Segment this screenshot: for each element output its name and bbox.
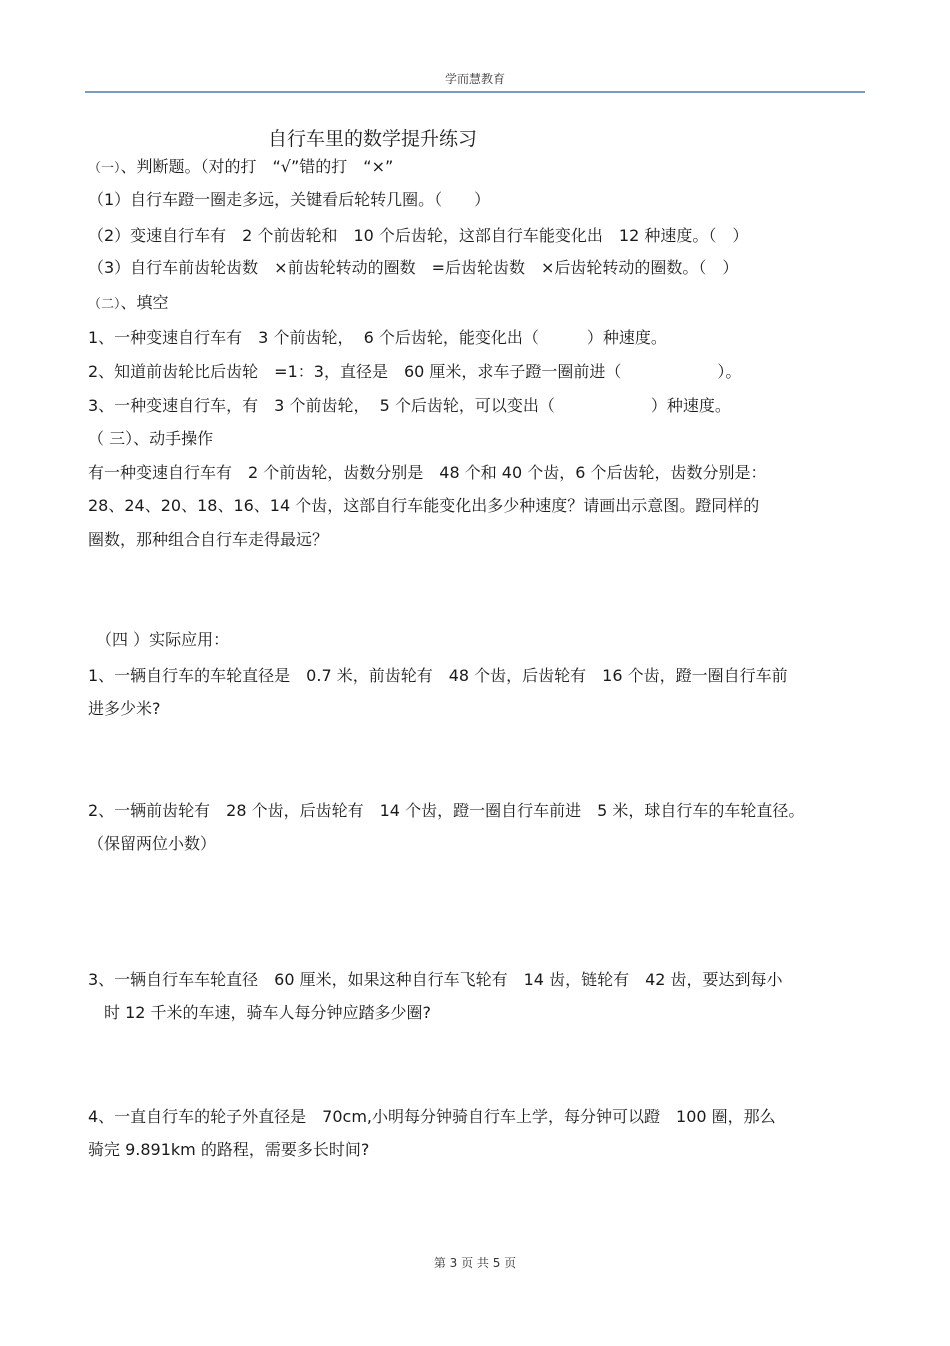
- section2-heading-text: 、填空: [120, 293, 169, 312]
- section2-question-1: 1、一种变速自行车有 3 个前齿轮， 6 个后齿轮，能变化出（ ）种速度。: [88, 328, 667, 347]
- section1-question-2: （2）变速自行车有 2 个前齿轮和 10 个后齿轮，这部自行车能变化出 12 种速度。（ ）: [88, 226, 749, 245]
- section4-question-1-line-2: 进多少米?: [88, 699, 161, 718]
- section1-question-3: （3）自行车前齿轮齿数 ×前齿轮转动的圈数 =后齿轮齿数 ×后齿轮转动的圈数。（ ）: [88, 258, 739, 277]
- section4-question-4-line-2: 骑完 9.891km 的路程，需要多长时间?: [88, 1140, 370, 1159]
- section2-question-3: 3、一种变速自行车，有 3 个前齿轮， 5 个后齿轮，可以变出（ ）种速度。: [88, 396, 731, 415]
- section2-heading: [88, 292, 169, 316]
- section3-line-3: 圈数，那种组合自行车走得最远？: [88, 530, 329, 549]
- section2-question-2: 2、知道前齿轮比后齿轮 =1：3，直径是 60 厘米，求车子蹬一圈前进（ ）。: [88, 362, 742, 381]
- page-header: 学而慧教育: [444, 72, 505, 86]
- section4-question-3-line-2: 时 12 千米的车速，骑车人每分钟应踏多少圈?: [88, 1003, 432, 1022]
- header-rule: [85, 91, 865, 93]
- section3-line-2: 28、24、20、18、16、14 个齿，这部自行车能变化出多少种速度？请画出示意图。蹬同样的: [88, 496, 760, 515]
- page-footer: 第 3 页 共 5 页: [433, 1256, 517, 1270]
- section4-heading: （四 ）实际应用：: [96, 630, 230, 649]
- section1-heading-text: 、判断题。（对的打 “√”错的打 “×”: [120, 157, 394, 176]
- section4-question-1-line-1: 1、一辆自行车的车轮直径是 0.7 米，前齿轮有 48 个齿，后齿轮有 16 个齿，蹬一圈自行车前: [88, 666, 788, 685]
- section3-line-1: 有一种变速自行车有 2 个前齿轮，齿数分别是 48 个和 40 个齿，6 个后齿轮，齿数分别是：: [88, 463, 767, 482]
- section4-question-3-line-1: 3、一辆自行车车轮直径 60 厘米，如果这种自行车飞轮有 14 齿，链轮有 42 齿，要达到每小: [88, 970, 783, 989]
- section4-question-2-line-1: 2、一辆前齿轮有 28 个齿，后齿轮有 14 个齿，蹬一圈自行车前进 5 米，球自行车的车轮直径。: [88, 801, 805, 820]
- section1-paren: （一）: [88, 161, 121, 176]
- page-title: 自行车里的数学提升练习: [268, 128, 478, 150]
- section1-heading: [88, 156, 393, 180]
- section4-question-2-line-2: （保留两位小数）: [88, 834, 217, 853]
- section2-paren: （二）: [88, 297, 121, 312]
- section4-question-4-line-1: 4、一直自行车的轮子外直径是 70cm,小明每分钟骑自行车上学，每分钟可以蹬 100 圈，那么: [88, 1107, 776, 1126]
- section1-question-1: （1）自行车蹬一圈走多远，关键看后轮转几圈。（ ）: [88, 190, 491, 209]
- section3-heading: （ 三）、动手操作: [88, 429, 214, 448]
